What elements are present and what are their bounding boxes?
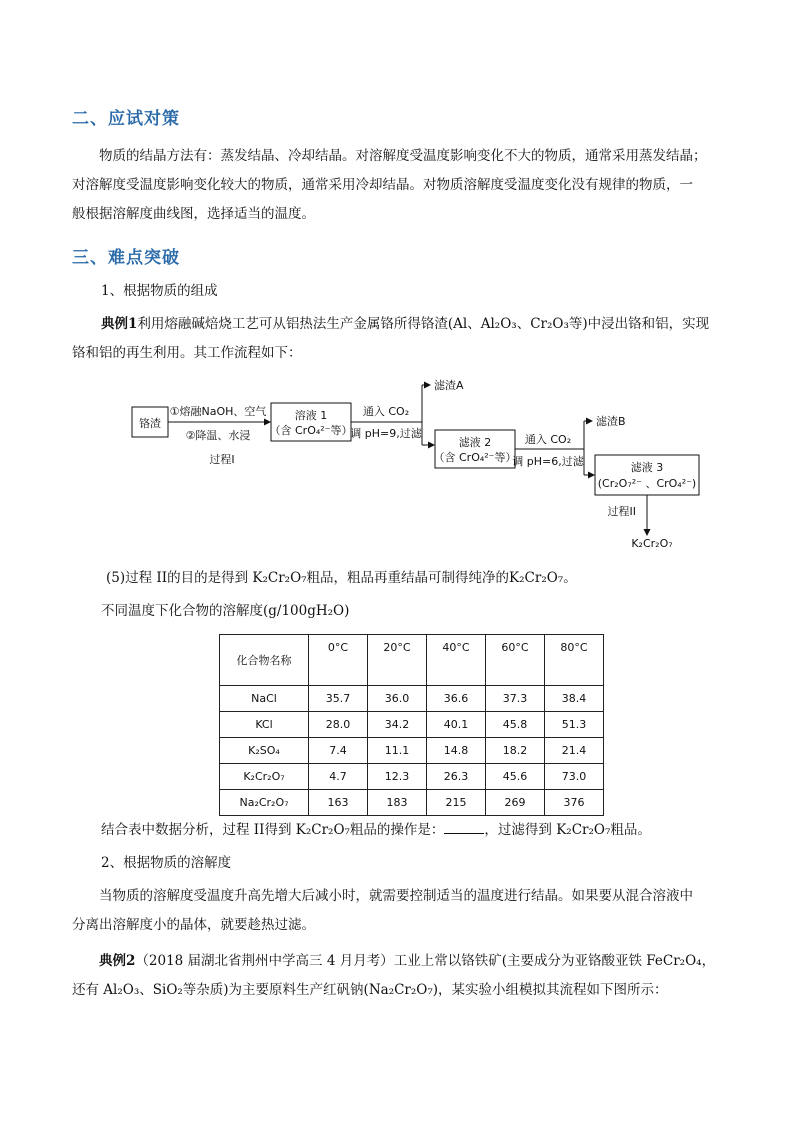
filtrate-3-content: (Cr₂O₇²⁻ 、CrO₄²⁻): [597, 477, 697, 490]
paragraph-hot-filtration: [72, 882, 742, 940]
example-2-line: （2018 届湖北省荆州中学高三 4 月月考）工业上常以铬铁矿(主要成分为亚铬酸亚铁 FeCr₂O₄，: [135, 953, 716, 969]
value-cell: 45.8: [486, 712, 545, 738]
analysis-text-end: ，过滤得到 K₂Cr₂O₇粗品。: [484, 822, 651, 838]
table-row: [220, 790, 604, 816]
solubility-table: [219, 634, 604, 816]
table-row: [220, 738, 604, 764]
value-cell: 73.0: [545, 764, 604, 790]
compound-cell: Na₂Cr₂O₇: [220, 790, 309, 816]
step3-condition-bottom: 调 pH=6,过滤: [512, 455, 584, 468]
step3-condition-top: 通入 CO₂: [524, 433, 572, 446]
solution-1-content: （含 CrO₄²⁻等）: [269, 424, 353, 437]
residue-b-label: 滤渣B: [596, 415, 626, 428]
value-cell: 36.6: [427, 686, 486, 712]
value-cell: 37.3: [486, 686, 545, 712]
paragraph-line: 分离出溶解度小的晶体，就要趁热过滤。: [72, 917, 315, 933]
filtrate-2-content: （含 CrO₄²⁻等）: [433, 451, 517, 464]
residue-a-label: 滤渣A: [434, 379, 464, 392]
section-heading-strategy: 二、应试对策: [72, 109, 180, 129]
value-cell: 12.3: [368, 764, 427, 790]
example-1-label: 典例1: [101, 316, 138, 332]
value-cell: 14.8: [427, 738, 486, 764]
subheading-by-composition: 1、根据物质的组成: [101, 283, 218, 299]
paragraph-line: 当物质的溶解度受温度升高先增大后减小时，就需要控制适当的温度进行结晶。如果要从混合溶液中: [99, 888, 693, 904]
value-cell: 34.2: [368, 712, 427, 738]
paragraph-line: 般根据溶解度曲线图，选择适当的温度。: [72, 206, 315, 222]
table-row: [220, 764, 604, 790]
paragraph-line: 对溶解度受温度影响变化较大的物质，通常采用冷却结晶。对物质溶解度受温度变化没有规律的物质，一: [72, 177, 693, 193]
value-cell: 183: [368, 790, 427, 816]
value-cell: 40.1: [427, 712, 486, 738]
value-cell: 163: [309, 790, 368, 816]
value-cell: 21.4: [545, 738, 604, 764]
example-1-text: [101, 310, 741, 339]
analysis-question: [101, 816, 741, 845]
compound-cell: NaCl: [220, 686, 309, 712]
step1-condition-bottom: ②降温、水浸: [185, 429, 251, 442]
value-cell: 18.2: [486, 738, 545, 764]
header-cell: 40°C: [427, 635, 486, 686]
analysis-text: 结合表中数据分析，过程 II得到 K₂Cr₂O₇粗品的操作是：: [101, 822, 445, 838]
step2-condition-bottom: 调 pH=9,过滤: [350, 427, 422, 440]
filtrate-3-title: 滤液 3: [630, 461, 664, 474]
paragraph-line: 物质的结晶方法有：蒸发结晶、冷却结晶。对溶解度受温度影响变化不大的物质，通常采用蒸发结晶；: [99, 148, 707, 164]
value-cell: 269: [486, 790, 545, 816]
value-cell: 26.3: [427, 764, 486, 790]
value-cell: 7.4: [309, 738, 368, 764]
solution-1-title: 溶液 1: [294, 409, 328, 422]
product-label: K₂Cr₂O₇: [631, 537, 673, 550]
step2-condition-top: 通入 CO₂: [362, 405, 410, 418]
value-cell: 51.3: [545, 712, 604, 738]
value-cell: 11.1: [368, 738, 427, 764]
table-row: [220, 712, 604, 738]
header-cell: 80°C: [545, 635, 604, 686]
value-cell: 28.0: [309, 712, 368, 738]
header-cell: 化合物名称: [220, 635, 309, 686]
start-label: 铬渣: [139, 417, 161, 430]
section-heading-breakthrough: 三、难点突破: [72, 248, 180, 268]
process-1-label: 过程I: [209, 453, 235, 466]
table-header-row: [220, 635, 604, 686]
example-1-line: 利用熔融碱焙烧工艺可从铝热法生产金属铬所得铬渣(Al、Al₂O₃、Cr₂O₃等)中浸出铬和铝，实现: [137, 316, 710, 332]
table-caption: 不同温度下化合物的溶解度(g/100gH₂O): [101, 603, 350, 619]
header-cell: 20°C: [368, 635, 427, 686]
value-cell: 4.7: [309, 764, 368, 790]
header-cell: 60°C: [486, 635, 545, 686]
example-2-line-2: 还有 Al₂O₃、SiO₂等杂质)为主要原料生产红矾钠(Na₂Cr₂O₇)，某实验小组模拟其流程如下图所示：: [72, 982, 668, 998]
value-cell: 38.4: [545, 686, 604, 712]
filtrate-2-title: 滤液 2: [458, 436, 492, 449]
compound-cell: K₂Cr₂O₇: [220, 764, 309, 790]
paragraph-crystallization-methods: [72, 142, 732, 229]
compound-cell: KCl: [220, 712, 309, 738]
example-2-text: [72, 947, 752, 1005]
process-flowchart: [128, 375, 708, 555]
subheading-by-solubility: 2、根据物质的溶解度: [101, 855, 232, 871]
example-1-line-2: 铬和铝的再生利用。其工作流程如下：: [72, 345, 302, 361]
value-cell: 376: [545, 790, 604, 816]
answer-blank[interactable]: [444, 821, 484, 834]
value-cell: 36.0: [368, 686, 427, 712]
process-2-label: 过程II: [607, 505, 636, 518]
header-cell: 0°C: [309, 635, 368, 686]
value-cell: 35.7: [309, 686, 368, 712]
table-row: [220, 686, 604, 712]
step1-condition-top: ①熔融NaOH、空气: [169, 405, 267, 418]
example-2-label: 典例2: [99, 953, 136, 969]
value-cell: 45.6: [486, 764, 545, 790]
question-5: (5)过程 II的目的是得到 K₂Cr₂O₇粗品，粗品再重结晶可制得纯净的K₂Cr₂O₇。: [106, 570, 577, 586]
compound-cell: K₂SO₄: [220, 738, 309, 764]
value-cell: 215: [427, 790, 486, 816]
